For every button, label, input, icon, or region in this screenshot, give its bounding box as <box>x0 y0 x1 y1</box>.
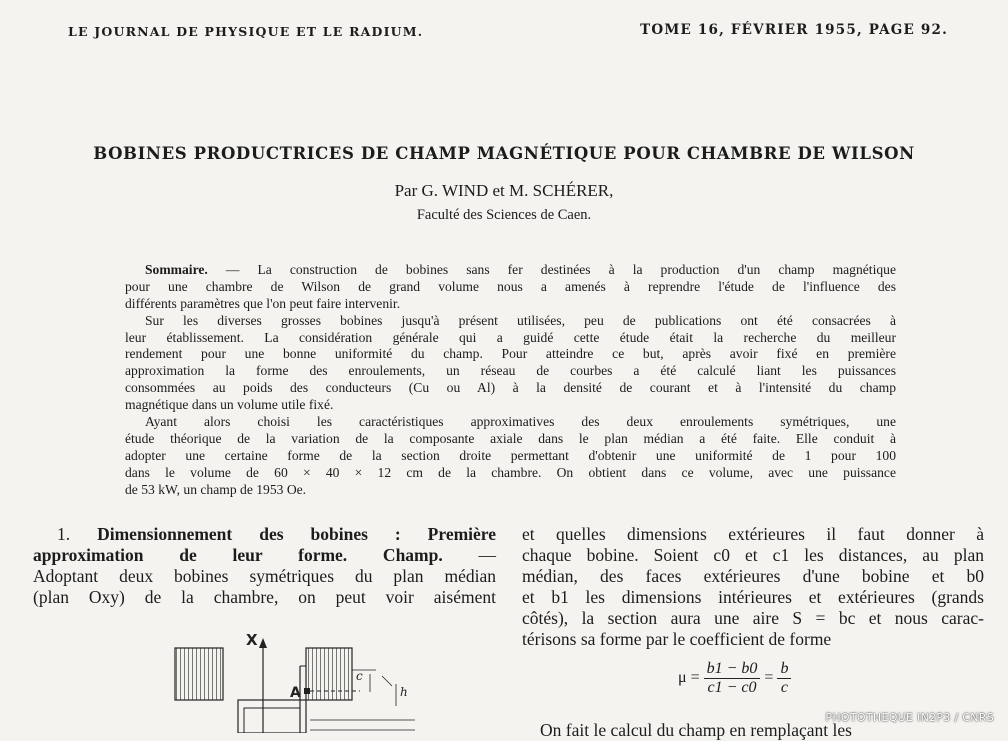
abstract-line: rendement pour une bonne uniformité du champ. Pour atteindre ce but, après avoir fixé en première <box>125 346 896 362</box>
article-title: BOBINES PRODUCTRICES DE CHAMP MAGNÉTIQUE POUR CHAMBRE DE WILSON <box>93 144 915 163</box>
body-line: chaque bobine. Soient c0 et c1 les distances, au plan <box>522 545 984 565</box>
body-line: côtés), la section aura une aire S = bc et nous carac- <box>522 608 984 628</box>
abstract-line: Sommaire. — La construction de bobines sans fer destinées à la production d'un champ magnétique <box>145 262 896 277</box>
abstract-line: de 53 kW, un champ de 1953 Oe. <box>125 481 307 497</box>
abstract-line: étude théorique de la variation de la composante axiale dans le plan médian a été faite. Elle conduit à <box>125 430 896 446</box>
point-label-a: A <box>290 685 301 701</box>
abstract-line: consommées au poids des conducteurs (Cu ou Al) à la densité de courant et à l'intensité du champ <box>125 380 896 396</box>
watermark: PHOTOTHEQUE IN2P3 / CNRS <box>825 711 994 724</box>
abstract-line: approximation la forme des enroulements, un réseau de courbes a été calculé liant les puissances <box>125 363 896 379</box>
axis-label-x: X <box>246 631 258 649</box>
abstract-line: magnétique dans un volume utile fixé. <box>125 397 334 413</box>
article-authors: Par G. WIND et M. SCHÉRER, <box>394 181 614 200</box>
abstract-line: leur établissement. La considération générale qui a guidé cette étude était la recherche du meilleur <box>125 329 896 345</box>
body-line: et quelles dimensions extérieures il faut donner à <box>522 524 984 544</box>
body-line: Adoptant deux bobines symétriques du plan médian <box>33 566 496 586</box>
abstract-line: différents paramètres que l'on peut faire intervenir. <box>125 295 401 311</box>
formula-fraction <box>704 660 761 697</box>
issue-info: TOME 16, FÉVRIER 1955, PAGE 92. <box>640 22 948 38</box>
body-line: térisons sa forme par le coefficient de forme <box>522 629 832 649</box>
abstract-line: adopter une certaine forme de la section droite permettant d'obtenir une uniformité de 1 pour 100 <box>125 447 896 463</box>
body-line: et b1 les dimensions intérieures et extérieures (grands <box>522 587 984 607</box>
abstract-line: Ayant alors choisi les caractéristiques approximatives des deux enroulements symétriques, une <box>145 414 896 430</box>
coil-section-left <box>175 648 223 700</box>
body-line: On fait le calcul du champ en remplaçant les <box>540 720 852 740</box>
abstract-line: pour une chambre de Wilson de grand volume nous a amenés à reprendre l'étude de l'influence des <box>125 278 896 294</box>
formula-numerator: b1 − b0 <box>704 660 761 679</box>
formula-equals: = <box>764 669 774 687</box>
dimension-label-c: c <box>356 669 363 683</box>
journal-name: LE JOURNAL DE PHYSIQUE ET LE RADIUM. <box>68 24 424 39</box>
body-line: médian, des faces extérieures d'une bobine et b0 <box>522 566 984 586</box>
abstract-line: Sur les diverses grosses bobines jusqu'à présent utilisées, peu de publications ont été consacrées à <box>145 312 896 328</box>
article-affiliation: Faculté des Sciences de Caen. <box>416 207 592 223</box>
formula-numerator: b <box>777 660 791 679</box>
formula-fraction <box>777 660 791 697</box>
left-column <box>33 524 496 608</box>
section-heading: approximation de leur forme. Champ. — <box>33 545 497 565</box>
coil-section-right <box>306 648 352 700</box>
formula-denominator: c <box>780 679 788 696</box>
point-a-marker <box>304 688 310 694</box>
abstract <box>125 262 896 498</box>
shape-coefficient-formula <box>678 660 791 697</box>
dimension-label-h: h <box>400 685 408 699</box>
section-heading: 1. Dimensionnement des bobines : Première <box>57 524 497 544</box>
coil-diagram <box>160 630 460 733</box>
abstract-line: dans le volume de 60 × 40 × 12 cm de la chambre. On obtient dans ce volume, avec une puissance <box>125 464 896 480</box>
abstract-label: Sommaire. <box>145 262 208 277</box>
right-column <box>522 524 984 650</box>
body-line: (plan Oxy) de la chambre, on peut voir aisément <box>33 587 496 607</box>
formula-symbol: μ = <box>678 669 700 687</box>
formula-denominator: c1 − c0 <box>707 679 757 696</box>
x-axis-arrow <box>259 638 267 648</box>
